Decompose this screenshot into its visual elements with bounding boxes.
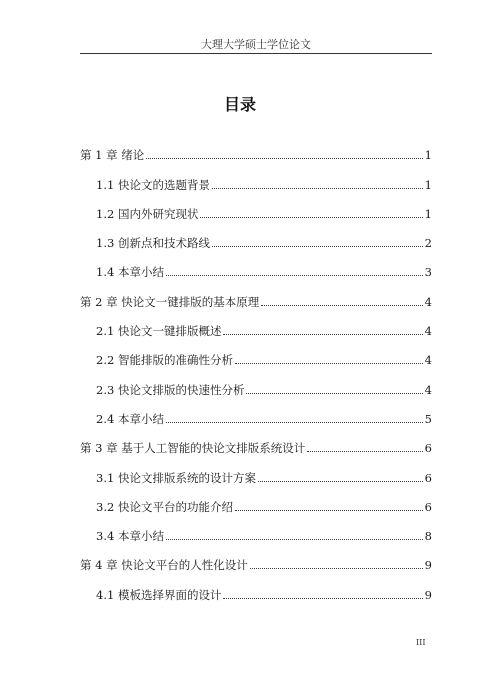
toc-entry-label: 第 1 章 绪论: [80, 148, 145, 163]
page-number: III: [416, 638, 426, 647]
toc-entry-1-2[interactable]: [80, 192, 432, 221]
toc-entry-page: 1: [424, 148, 432, 163]
toc-entry-2-4[interactable]: [80, 397, 432, 426]
toc-title: 目录: [223, 95, 256, 114]
header-rule: [80, 53, 432, 54]
toc-entry-3-2[interactable]: [80, 485, 432, 514]
toc-entry-page: 4: [424, 294, 432, 309]
toc-entry-page: 1: [424, 206, 432, 221]
dot-leader: [212, 187, 423, 189]
toc-entry-label: 4.1 模板选择界面的设计: [96, 587, 222, 602]
dot-leader: [235, 509, 423, 511]
toc-entry-label: 3.1 快论文排版系统的设计方案: [96, 470, 256, 485]
dot-leader: [258, 480, 423, 482]
toc-entry-label: 2.2 智能排版的准确性分析: [96, 353, 233, 368]
toc-entry-label: 1.2 国内外研究现状: [96, 206, 199, 221]
toc-entry-chapter-4[interactable]: [80, 543, 432, 572]
toc-entry-page: 4: [424, 324, 432, 339]
toc-entry-2-1[interactable]: [80, 309, 432, 338]
dot-leader: [146, 157, 422, 159]
running-header: 大理大学硕士学位论文: [201, 38, 311, 51]
toc-entry-label: 3.2 快论文平台的功能介绍: [96, 499, 233, 514]
toc-entry-label: 2.4 本章小结: [96, 411, 164, 426]
toc-entry-page: 4: [424, 382, 432, 397]
toc-entry-page: 9: [424, 587, 432, 602]
toc-entry-label: 1.1 快论文的选题背景: [96, 177, 210, 192]
dot-leader: [250, 567, 423, 569]
toc-entry-3-4[interactable]: [80, 514, 432, 543]
toc-entry-label: 2.1 快论文一键排版概述: [96, 324, 222, 339]
toc-entry-page: 4: [424, 353, 432, 368]
toc-entry-label: 2.3 快论文排版的快速性分析: [96, 382, 245, 397]
dot-leader: [212, 245, 423, 247]
toc-entry-page: 5: [424, 411, 432, 426]
toc-entry-label: 3.4 本章小结: [96, 529, 164, 544]
toc-entry-page: 6: [424, 470, 432, 485]
toc-entry-page: 6: [424, 499, 432, 514]
table-of-contents: [80, 133, 432, 602]
toc-entry-chapter-2[interactable]: [80, 279, 432, 308]
toc-entry-chapter-1[interactable]: [80, 133, 432, 162]
toc-entry-page: 2: [424, 236, 432, 251]
toc-entry-label: 第 2 章 快论文一键排版的基本原理: [80, 294, 260, 309]
dot-leader: [200, 216, 422, 218]
toc-entry-1-3[interactable]: [80, 221, 432, 250]
dot-leader: [223, 333, 422, 335]
toc-entry-page: 6: [424, 441, 432, 456]
toc-entry-label: 1.3 创新点和技术路线: [96, 236, 210, 251]
toc-entry-page: 8: [424, 529, 432, 544]
toc-entry-label: 第 4 章 快论文平台的人性化设计: [80, 558, 248, 573]
dot-leader: [223, 597, 422, 599]
toc-entry-label: 第 3 章 基于人工智能的快论文排版系统设计: [80, 441, 306, 456]
dot-leader: [166, 421, 423, 423]
toc-entry-1-1[interactable]: [80, 162, 432, 191]
toc-entry-page: 3: [424, 265, 432, 280]
toc-entry-4-1[interactable]: [80, 572, 432, 601]
dot-leader: [246, 392, 422, 394]
toc-entry-chapter-3[interactable]: [80, 426, 432, 455]
dot-leader: [166, 538, 423, 540]
toc-entry-label: 1.4 本章小结: [96, 265, 164, 280]
dot-leader: [235, 362, 423, 364]
dot-leader: [166, 274, 423, 276]
dot-leader: [307, 450, 422, 452]
toc-entry-3-1[interactable]: [80, 455, 432, 484]
toc-entry-page: 1: [424, 177, 432, 192]
toc-entry-2-2[interactable]: [80, 338, 432, 367]
toc-entry-1-4[interactable]: [80, 250, 432, 279]
toc-entry-page: 9: [424, 558, 432, 573]
toc-entry-2-3[interactable]: [80, 367, 432, 396]
dot-leader: [261, 304, 422, 306]
